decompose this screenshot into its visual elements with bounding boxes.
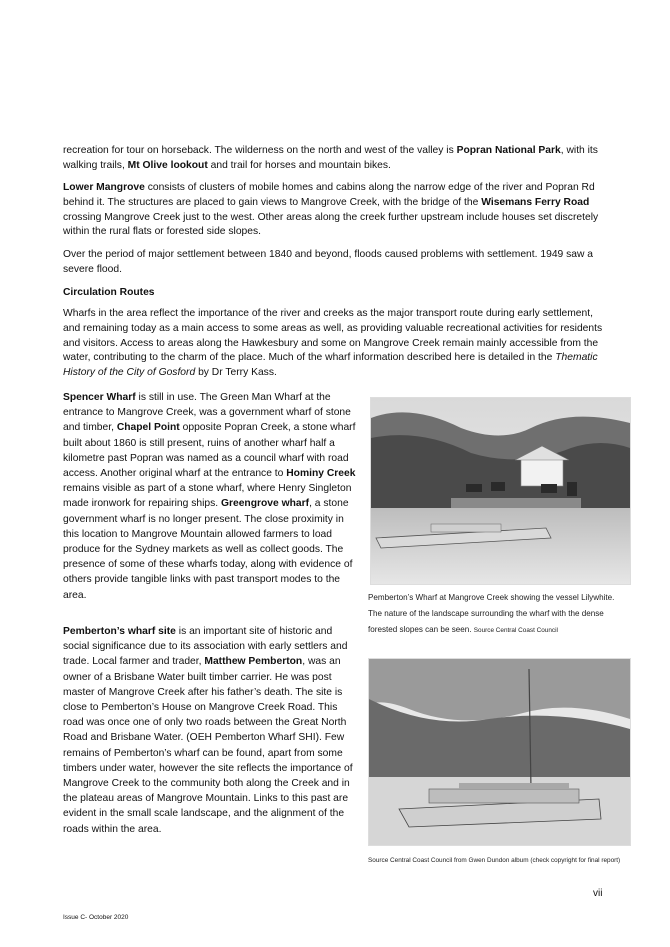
paragraph-wharfs: Wharfs in the area reflect the importance of the river and creeks as the major transport route during early settlement, and remaining today as a main access to some areas as well, as providing valuable recreational activities for residents and visitors. Access to areas along the Hawkesbury and some on Mangrove Creek remain mainly accessible from the water, contributing to the charm of the place. Much of the wharf information described here is detailed in the Thematic History of the City of Gosford by Dr Terry Kass. <box>63 308 603 379</box>
vessel-photo <box>368 658 631 846</box>
paragraph-lower-mangrove: Lower Mangrove consists of clusters of mobile homes and cabins along the narrow edge of the river and Popran Rd behind it. The structures are placed to gain views to Mangrove Creek, with the bridge of the Wisemans Ferry Road crossing Mangrove Creek just to the west. Other areas along the creek further upstream include houses set discretely within the rural flats or forested side slopes. <box>63 182 599 238</box>
page-number: vii <box>593 888 603 899</box>
wharf-photo <box>370 397 631 585</box>
caption-wharf-photo: Pemberton’s Wharf at Mangrove Creek showing the vessel Lilywhite. The nature of the landscape surrounding the wharf with the dense forested slopes can be seen. Source Central Coast Council <box>368 593 615 634</box>
paragraph-pemberton-wharf: Pemberton’s wharf site is an important site of historic and social significance due to its association with early settlers and trade. Local farmer and trader, Matthew Pemberton, was an owner of a Brisbane Water built timber carrier. He was post master of Mangrove Creek after his father’s death. The site is close to Pemberton’s House on Mangrove Creek Road. This road was once one of only two roads between the Great North Road and Brisbane Water. (OEH Pemberton Wharf SHI). Few remains of Pemberton’s wharf can be found, apart from some timbers under water, however the site reflects the importance of Mangrove Creek to the community both along the Creek and in the plateau areas of Mangrove Mountain. Links to this past are evident in the small scale landscape, and the alignment of the roads within the area. <box>63 626 353 835</box>
caption-vessel-photo: Source Central Coast Council from Gwen Dundon album (check copyright for final report) <box>368 857 621 864</box>
paragraph-floods: Over the period of major settlement between 1840 and beyond, floods caused problems with settlement. 1949 saw a severe flood. <box>63 249 594 275</box>
footer-issue: Issue C- October 2020 <box>63 914 129 921</box>
paragraph-spencer-wharf: Spencer Wharf is still in use. The Green Man Wharf at the entrance to Mangrove Creek, was a government wharf of stone and timber, Chapel Point opposite Popran Creek, a stone wharf built about 1860 is still present, ruins of another wharf half a kilometre past Popran was named as a council wharf with road access. Another original wharf at the entrance to Hominy Creek remains visible as part of a stone wharf, where Henry Singleton made ironwork for repairing ships. Greengrove wharf, a stone government wharf is no longer present. The close proximity in this location to Mangrove Mountain allowed farmers to load produce for the Sydney markets as well as collect goods. The presence of some of these wharfs today, along with evidence of others provide tangible links with past transport modes to the area. <box>63 392 356 601</box>
paragraph-popran: recreation for tour on horseback. The wilderness on the north and west of the valley is Popran National Park, with its walking trails, Mt Olive lookout and trail for horses and mountain bikes. <box>63 145 598 171</box>
section-heading: Circulation Routes <box>63 287 155 298</box>
